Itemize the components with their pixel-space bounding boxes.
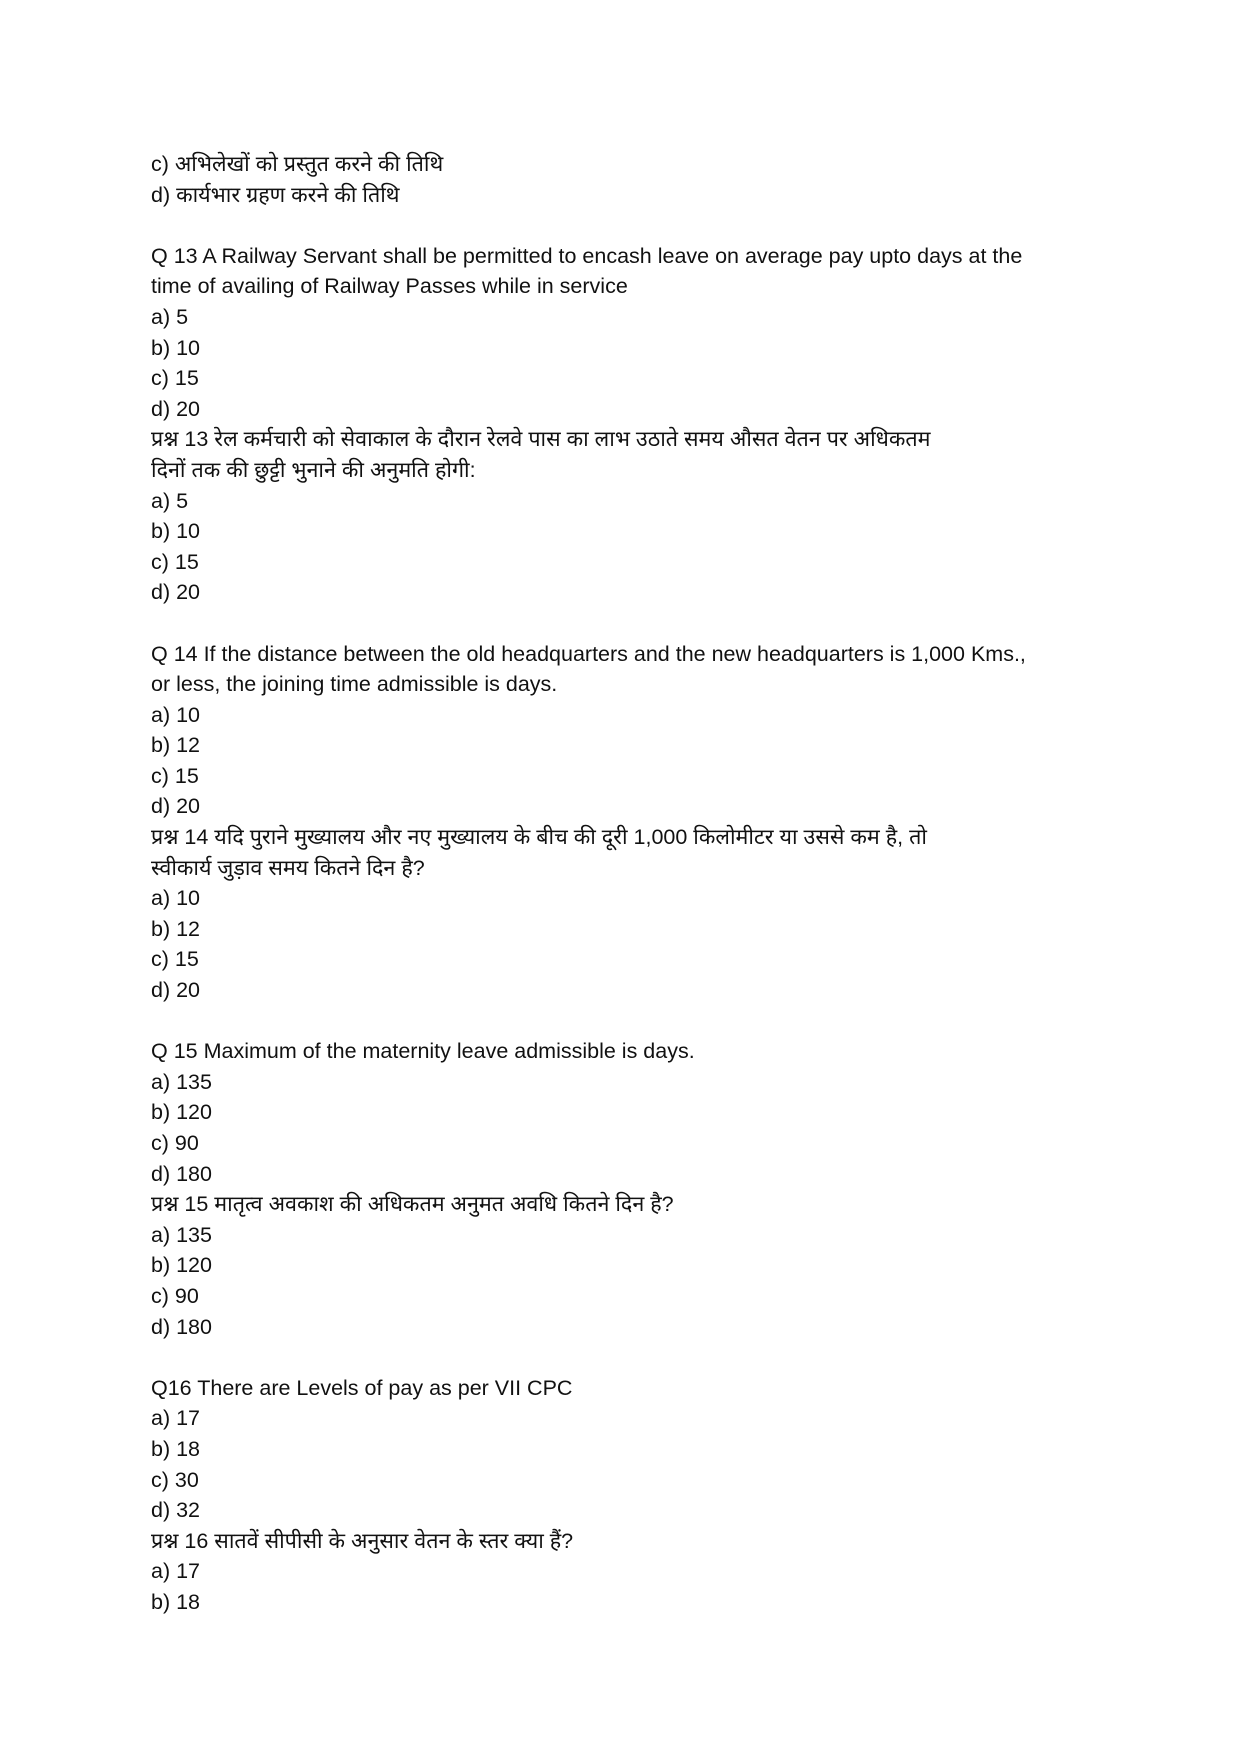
option-text: c) 15: [151, 763, 199, 788]
question-text: time of availing of Railway Passes while in service: [151, 274, 628, 299]
question-text: Q16 There are Levels of pay as per VII CPC: [151, 1375, 573, 1400]
option-text: a) 17: [151, 1406, 201, 1431]
question-text-hindi: स्वीकार्य जुड़ाव समय कितने दिन है?: [151, 855, 425, 880]
option-text: a) 135: [151, 1069, 212, 1094]
option-text: d) कार्यभार ग्रहण करने की तिथि: [151, 182, 400, 207]
question-text-hindi: प्रश्न 15 मातृत्व अवकाश की अधिकतम अनुमत अवधि कितने दिन है?: [151, 1192, 674, 1217]
option-text: b) 12: [151, 733, 201, 758]
option-text-hindi: c) 90: [151, 1283, 199, 1308]
option-text-hindi: d) 20: [151, 978, 201, 1003]
option-text: b) 18: [151, 1436, 201, 1461]
question-text-hindi: प्रश्न 16 सातवें सीपीसी के अनुसार वेतन के स्तर क्या हैं?: [151, 1528, 574, 1553]
option-text-hindi: b) 120: [151, 1253, 212, 1278]
option-text-hindi: c) 15: [151, 947, 199, 972]
option-text: d) 32: [151, 1498, 201, 1523]
blank-line: [151, 1006, 1111, 1037]
option-text: c) अभिलेखों को प्रस्तुत करने की तिथि: [151, 152, 444, 176]
option-text-hindi: d) 180: [151, 1314, 212, 1339]
option-text-hindi: a) 17: [151, 1559, 201, 1584]
blank-line: [151, 210, 1111, 241]
option-text: c) 90: [151, 1131, 199, 1155]
question-text-hindi: दिनों तक की छुट्टी भुनाने की अनुमति होगी:: [151, 457, 476, 482]
document-page: [151, 149, 1111, 1618]
question-text: Q 15 Maximum of the maternity leave admissible is days.: [151, 1039, 695, 1064]
option-text: a) 10: [151, 702, 201, 727]
option-text: a) 5: [151, 304, 189, 329]
option-text: d) 20: [151, 794, 201, 819]
option-text-hindi: b) 12: [151, 916, 201, 941]
blank-line: [151, 1342, 1111, 1373]
option-text: d) 180: [151, 1161, 212, 1186]
option-text-hindi: a) 135: [151, 1222, 212, 1247]
option-text: d) 20: [151, 396, 201, 421]
option-text-hindi: b) 18: [151, 1589, 201, 1614]
blank-line: [151, 608, 1111, 639]
option-text: b) 10: [151, 335, 201, 360]
option-text: c) 30: [151, 1467, 199, 1492]
question-text: or less, the joining time admissible is days.: [151, 672, 558, 697]
option-text-hindi: b) 10: [151, 519, 201, 544]
question-text: Q 14 If the distance between the old headquarters and the new headquarters is 1,000 Kms.,: [151, 641, 1026, 666]
option-text-hindi: a) 5: [151, 488, 189, 513]
option-text: c) 15: [151, 366, 199, 391]
question-text-hindi: प्रश्न 13 रेल कर्मचारी को सेवाकाल के दौरान रेलवे पास का लाभ उठाते समय औसत वेतन पर अधिकतम: [151, 427, 931, 452]
question-text-hindi: प्रश्न 14 यदि पुराने मुख्यालय और नए मुख्यालय के बीच की दूरी 1,000 किलोमीटर या उससे कम है, तो: [151, 825, 927, 850]
option-text-hindi: a) 10: [151, 886, 201, 911]
option-text-hindi: c) 15: [151, 549, 199, 574]
question-text: Q 13 A Railway Servant shall be permitted to encash leave on average pay upto days at the: [151, 243, 1023, 268]
option-text-hindi: d) 20: [151, 580, 201, 605]
option-text: b) 120: [151, 1100, 212, 1125]
